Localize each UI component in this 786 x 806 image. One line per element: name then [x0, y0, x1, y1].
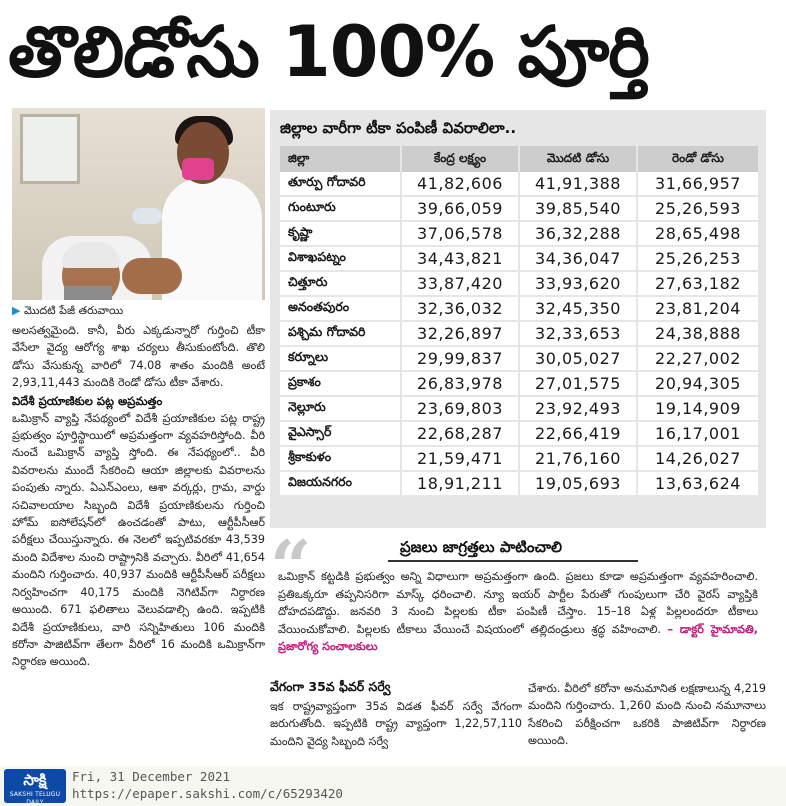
logo-subtext: SAKSHI TELUGU DAILY	[9, 791, 61, 806]
cell-first-dose: 33,93,620	[520, 272, 638, 297]
table-row	[280, 272, 760, 297]
table-row	[280, 322, 760, 347]
epaper-url[interactable]: https://epaper.sakshi.com/c/65293420	[72, 786, 343, 801]
table-row	[280, 422, 760, 447]
cell-district: కర్నూలు	[280, 347, 402, 372]
cell-district: శ్రీకాకుళం	[280, 447, 402, 472]
quote-mark-icon: “	[270, 524, 312, 609]
cell-district: ప్రకాశం	[280, 372, 402, 397]
header-district: జిల్లా	[280, 146, 402, 172]
table-row	[280, 347, 760, 372]
quote-box	[270, 524, 766, 672]
cell-second-dose: 25,26,593	[638, 197, 760, 222]
cell-target: 23,69,803	[402, 397, 520, 422]
vaccination-table	[280, 146, 760, 497]
fever-survey-column-1: ఇక రాష్ట్రవ్యాప్తంగా 35వ విడత ఫీవర్ సర్వే వేగంగా జరుగుతోంది. ఇప్పటికి రాష్ట్ర వ్యాప్తంగా 1,22,57,110 మందిని వైద్య సిబ్బంది సర్వే	[270, 700, 522, 748]
cell-district: తూర్పు గోదావరి	[280, 172, 402, 197]
cell-first-dose: 27,01,575	[520, 372, 638, 397]
cell-district: గుంటూరు	[280, 197, 402, 222]
logo-text: సాక్షి	[23, 771, 47, 789]
vaccination-table-box	[270, 110, 766, 528]
cell-district: పశ్చిమ గోదావరి	[280, 322, 402, 347]
cell-target: 41,82,606	[402, 172, 520, 197]
cell-first-dose: 34,36,047	[520, 247, 638, 272]
headline: తొలిడోసు 100% పూర్తి	[8, 11, 649, 93]
cell-second-dose: 23,81,204	[638, 297, 760, 322]
table-row	[280, 372, 760, 397]
fever-survey-column-2: చేశారు. వీరిలో కరోనా అనుమానిత లక్షణాలున్న 4,219 మందిని గుర్తించారు. 1,260 మంది నుంచి నమూనాలు సేకరించి పరీక్షించగా ఒకరికి పాజిటివ్‌గా నిర్ధారణ అయింది.	[528, 682, 766, 748]
cell-second-dose: 22,27,002	[638, 347, 760, 372]
table-title: జిల్లాల వారీగా టీకా పంపిణీ వివరాలిలా..	[280, 119, 517, 137]
article-paragraph-2: ఒమిక్రాన్ వ్యాప్తి నేపథ్యంలో విదేశీ ప్రయాణికుల పట్ల రాష్ట్ర ప్రభుత్వం పూర్తిస్థాయిలో అప్రమత్తంగా వ్యవహరిస్తోంది. వీరి నుంచే ఒమిక్రాన్ వ్యాప్తి స్తోంది. ఈ నేపథ్యంలో.. వీరి వివరాలను ముందే సేకరించి ఆయా జిల్లాలకు వివరాలను పంపుతు న్నారు. ఏఎన్ఎంలు, ఆశా వర్కర్లు, గ్రామ, వార్డు సచివాలయాల సిబ్బంది విదేశీ ప్రయాణికులను గుర్తించి హోమ్ ఐసోలేషన్‌లో ఉంచడంతో పాటు, ఆర్టీపీసీఆర్ పరీక్షలు చేయిస్తున్నారు. ఈ నెలలో ఇప్పటివరకూ 43,539 మంది విదేశాల నుంచి రాష్ట్రానికి వచ్చారు. వీరిలో 41,654 మందిని గుర్తించారు. 40,937 మందికి ఆర్టీపీసీఆర్ పరీక్షలు నిర్వహించగా 40,175 మందికి నెగిటివ్‌గా నిర్ధారణ అయింది. 671 ఫలితాలు వెలువడాల్సి ఉంది. ఇప్పటికి విదేశీ ప్రయాణికులు, వారి సన్నిహితులు 106 మందికి కరోనా పాజిటివ్‌గా తేలగా వీరిలో 16 మందికి ఒమిక్రాన్‌గా నిర్ధారణ అయింది.	[12, 411, 265, 669]
table-row	[280, 197, 760, 222]
cell-first-dose: 19,05,693	[520, 472, 638, 497]
header-second-dose: రెండో డోసు	[638, 146, 760, 172]
cell-target: 22,68,287	[402, 422, 520, 447]
table-row	[280, 472, 760, 497]
cell-second-dose: 14,26,027	[638, 447, 760, 472]
cell-second-dose: 27,63,182	[638, 272, 760, 297]
cell-district: విశాఖపట్నం	[280, 247, 402, 272]
sakshi-logo[interactable]	[4, 769, 66, 806]
photo-caption	[12, 302, 265, 320]
header-target: కేంద్ర లక్ష్యం	[402, 146, 520, 172]
table-row	[280, 172, 760, 197]
cell-target: 33,87,420	[402, 272, 520, 297]
fever-survey-title: వేగంగా 35వ ఫీవర్ సర్వే	[270, 679, 391, 694]
cell-target: 21,59,471	[402, 447, 520, 472]
caption-arrow-icon: ▶	[12, 304, 21, 317]
article-subhead: విదేశీ ప్రయాణికుల పట్ల అప్రమత్తం	[12, 393, 163, 408]
cell-district: చిత్తూరు	[280, 272, 402, 297]
cell-target: 26,83,978	[402, 372, 520, 397]
quote-text: ఒమిక్రాన్ కట్టడికి ప్రభుత్వం అన్ని విధాలుగా అప్రమత్తంగా ఉంది. ప్రజలు కూడా అప్రమత్తంగా వ్యవహరించాలి. ప్రతిఒక్కరూ తప్పనిసరిగా మాస్క్ ధరించాలి. న్యూ ఇయర్ పార్టీల పేరుతో గుంపులుగా చేరి వైరస్ వ్యాప్తికి దోహదపడొద్దు. జనవరి 3 నుంచి పిల్లలకు టీకా పంపిణీ చేస్తాం. 15–18 ఏళ్ల పిల్లలందరూ టీకాలు వేయించుకోవాలి. పిల్లలకు టీకాలు వేయించే విషయంలో తల్లిదండ్రులు శ్రద్ధ వహించాలి.	[278, 570, 758, 636]
cell-first-dose: 21,76,160	[520, 447, 638, 472]
cell-district: విజయనగరం	[280, 472, 402, 497]
cell-first-dose: 32,33,653	[520, 322, 638, 347]
caption-text: మొదటి పేజీ తరువాయి	[23, 304, 124, 317]
cell-target: 34,43,821	[402, 247, 520, 272]
cell-second-dose: 20,94,305	[638, 372, 760, 397]
cell-second-dose: 13,63,624	[638, 472, 760, 497]
vaccination-photo	[12, 108, 265, 300]
table-row	[280, 447, 760, 472]
cell-second-dose: 28,65,498	[638, 222, 760, 247]
cell-district: వైఎస్సార్	[280, 422, 402, 447]
cell-second-dose: 31,66,957	[638, 172, 760, 197]
cell-target: 32,26,897	[402, 322, 520, 347]
header-first-dose: మొదటి డోసు	[520, 146, 638, 172]
cell-second-dose: 16,17,001	[638, 422, 760, 447]
cell-first-dose: 39,85,540	[520, 197, 638, 222]
cell-first-dose: 23,92,493	[520, 397, 638, 422]
cell-second-dose: 19,14,909	[638, 397, 760, 422]
cell-first-dose: 30,05,027	[520, 347, 638, 372]
cell-target: 37,06,578	[402, 222, 520, 247]
cell-second-dose: 24,38,888	[638, 322, 760, 347]
cell-first-dose: 32,45,350	[520, 297, 638, 322]
cell-first-dose: 22,66,419	[520, 422, 638, 447]
cell-district: అనంతపురం	[280, 297, 402, 322]
table-header-row	[280, 146, 760, 172]
cell-target: 39,66,059	[402, 197, 520, 222]
cell-second-dose: 25,26,253	[638, 247, 760, 272]
footer-meta	[72, 768, 343, 802]
cell-district: కృష్ణా	[280, 222, 402, 247]
footer	[0, 766, 786, 806]
table-row	[280, 397, 760, 422]
edition-date: Fri, 31 December 2021	[72, 769, 231, 784]
article-paragraph-1: అలసత్వమైంది. కానీ, వీరు ఎక్కడున్నారో గుర్తించి టీకా వేసేలా వైద్య ఆరోగ్య శాఖ చర్యలు తీసుకుంటోంది. తొలి డోసు వేసుకున్న వారిలో 74.08 శాతం మందికి అంటే 2,93,11,443 మందికి రెండో డోసు టీకా వేశారు.	[12, 324, 265, 390]
cell-target: 32,36,032	[402, 297, 520, 322]
table-row	[280, 297, 760, 322]
cell-target: 18,91,211	[402, 472, 520, 497]
quote-title-underline	[388, 560, 638, 562]
left-column-article	[12, 322, 265, 671]
table-row	[280, 222, 760, 247]
cell-first-dose: 36,32,288	[520, 222, 638, 247]
table-row	[280, 247, 760, 272]
quote-title: ప్రజలు జాగ్రత్తలు పాటించాలి	[400, 538, 563, 556]
cell-first-dose: 41,91,388	[520, 172, 638, 197]
quote-body	[278, 568, 758, 656]
quote-signature: – డాక్టర్ హైమావతి, ప్రజారోగ్య సంచాలకులు	[278, 622, 758, 654]
cell-district: నెల్లూరు	[280, 397, 402, 422]
cell-target: 29,99,837	[402, 347, 520, 372]
